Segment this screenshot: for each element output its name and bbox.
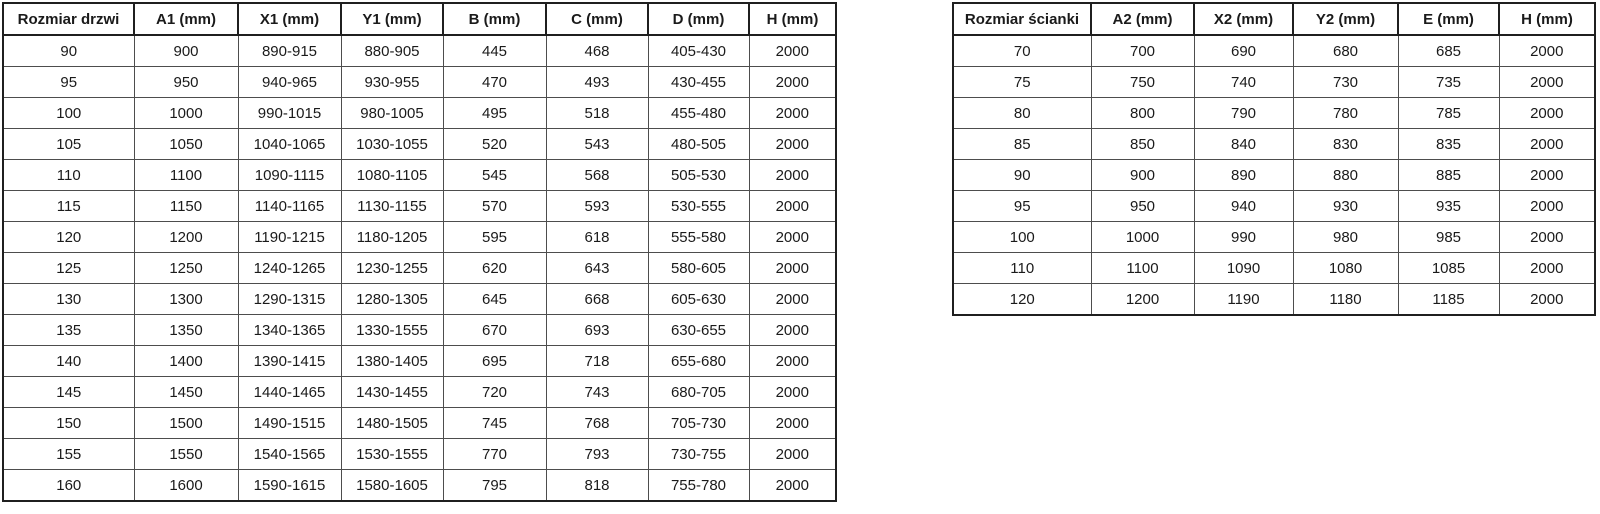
table-cell: 580-605 xyxy=(648,253,749,284)
table-cell: 2000 xyxy=(749,377,836,408)
table-cell: 693 xyxy=(546,315,648,346)
table-cell: 2000 xyxy=(749,191,836,222)
table-cell: 1040-1065 xyxy=(238,129,341,160)
table-cell: 950 xyxy=(1091,191,1194,222)
door-size-table-header xyxy=(3,3,836,35)
table-cell: 2000 xyxy=(749,439,836,470)
table-cell: 630-655 xyxy=(648,315,749,346)
header-row xyxy=(953,3,1595,35)
table-cell: 1240-1265 xyxy=(238,253,341,284)
table-cell: 2000 xyxy=(1499,253,1595,284)
table-row xyxy=(3,439,836,470)
table-cell: 750 xyxy=(1091,67,1194,98)
table-cell: 120 xyxy=(953,284,1091,316)
table-cell: 1450 xyxy=(134,377,238,408)
table-cell: 1130-1155 xyxy=(341,191,443,222)
table-cell: 785 xyxy=(1398,98,1499,129)
table-cell: 95 xyxy=(953,191,1091,222)
table-cell: 620 xyxy=(443,253,546,284)
table-cell: 880 xyxy=(1293,160,1398,191)
table-cell: 680-705 xyxy=(648,377,749,408)
table-cell: 770 xyxy=(443,439,546,470)
table-cell: 1100 xyxy=(1091,253,1194,284)
column-header: E (mm) xyxy=(1398,3,1499,35)
table-cell: 1600 xyxy=(134,470,238,502)
table-cell: 940 xyxy=(1194,191,1293,222)
table-cell: 1150 xyxy=(134,191,238,222)
table-cell: 545 xyxy=(443,160,546,191)
table-cell: 1380-1405 xyxy=(341,346,443,377)
table-cell: 930-955 xyxy=(341,67,443,98)
table-row xyxy=(953,284,1595,316)
table-cell: 618 xyxy=(546,222,648,253)
table-cell: 100 xyxy=(953,222,1091,253)
table-cell: 1280-1305 xyxy=(341,284,443,315)
table-cell: 800 xyxy=(1091,98,1194,129)
table-cell: 645 xyxy=(443,284,546,315)
table-cell: 850 xyxy=(1091,129,1194,160)
table-row xyxy=(953,35,1595,67)
door-size-table-body xyxy=(3,35,836,501)
table-cell: 75 xyxy=(953,67,1091,98)
table-cell: 1090-1115 xyxy=(238,160,341,191)
column-header: X2 (mm) xyxy=(1194,3,1293,35)
table-cell: 115 xyxy=(3,191,134,222)
table-cell: 985 xyxy=(1398,222,1499,253)
table-cell: 1050 xyxy=(134,129,238,160)
wall-size-table-header xyxy=(953,3,1595,35)
table-cell: 980 xyxy=(1293,222,1398,253)
table-cell: 2000 xyxy=(749,35,836,67)
table-cell: 2000 xyxy=(749,67,836,98)
table-cell: 1180 xyxy=(1293,284,1398,316)
table-cell: 1200 xyxy=(134,222,238,253)
table-cell: 555-580 xyxy=(648,222,749,253)
table-cell: 1000 xyxy=(134,98,238,129)
table-cell: 935 xyxy=(1398,191,1499,222)
table-row xyxy=(3,191,836,222)
table-cell: 2000 xyxy=(749,470,836,502)
table-cell: 795 xyxy=(443,470,546,502)
table-cell: 1180-1205 xyxy=(341,222,443,253)
column-header: Y2 (mm) xyxy=(1293,3,1398,35)
table-cell: 1440-1465 xyxy=(238,377,341,408)
table-cell: 655-680 xyxy=(648,346,749,377)
table-row xyxy=(3,222,836,253)
table-cell: 2000 xyxy=(1499,67,1595,98)
table-row xyxy=(953,222,1595,253)
table-cell: 1530-1555 xyxy=(341,439,443,470)
column-header: Y1 (mm) xyxy=(341,3,443,35)
table-cell: 140 xyxy=(3,346,134,377)
table-cell: 2000 xyxy=(1499,191,1595,222)
table-cell: 605-630 xyxy=(648,284,749,315)
table-cell: 670 xyxy=(443,315,546,346)
table-cell: 2000 xyxy=(749,98,836,129)
table-cell: 405-430 xyxy=(648,35,749,67)
table-row xyxy=(3,160,836,191)
table-cell: 2000 xyxy=(1499,284,1595,316)
table-cell: 2000 xyxy=(1499,35,1595,67)
table-cell: 90 xyxy=(953,160,1091,191)
table-cell: 455-480 xyxy=(648,98,749,129)
table-cell: 1190-1215 xyxy=(238,222,341,253)
table-row xyxy=(3,253,836,284)
table-row xyxy=(3,98,836,129)
table-cell: 1340-1365 xyxy=(238,315,341,346)
table-row xyxy=(3,35,836,67)
table-cell: 1580-1605 xyxy=(341,470,443,502)
table-row xyxy=(953,160,1595,191)
table-cell: 1030-1055 xyxy=(341,129,443,160)
table-cell: 2000 xyxy=(749,160,836,191)
table-row xyxy=(3,346,836,377)
table-cell: 95 xyxy=(3,67,134,98)
table-cell: 780 xyxy=(1293,98,1398,129)
column-header: B (mm) xyxy=(443,3,546,35)
table-cell: 155 xyxy=(3,439,134,470)
table-cell: 735 xyxy=(1398,67,1499,98)
table-cell: 90 xyxy=(3,35,134,67)
table-row xyxy=(3,315,836,346)
table-cell: 70 xyxy=(953,35,1091,67)
column-header: A2 (mm) xyxy=(1091,3,1194,35)
table-row xyxy=(3,284,836,315)
table-cell: 1100 xyxy=(134,160,238,191)
table-cell: 1550 xyxy=(134,439,238,470)
table-cell: 2000 xyxy=(749,346,836,377)
column-header: C (mm) xyxy=(546,3,648,35)
table-cell: 835 xyxy=(1398,129,1499,160)
table-cell: 1300 xyxy=(134,284,238,315)
table-cell: 990-1015 xyxy=(238,98,341,129)
table-cell: 818 xyxy=(546,470,648,502)
table-cell: 543 xyxy=(546,129,648,160)
table-cell: 930 xyxy=(1293,191,1398,222)
table-cell: 2000 xyxy=(1499,129,1595,160)
table-cell: 145 xyxy=(3,377,134,408)
table-cell: 80 xyxy=(953,98,1091,129)
table-row xyxy=(3,470,836,502)
table-cell: 493 xyxy=(546,67,648,98)
table-cell: 530-555 xyxy=(648,191,749,222)
table-cell: 1500 xyxy=(134,408,238,439)
table-cell: 685 xyxy=(1398,35,1499,67)
table-cell: 150 xyxy=(3,408,134,439)
table-row xyxy=(3,67,836,98)
table-cell: 700 xyxy=(1091,35,1194,67)
table-cell: 105 xyxy=(3,129,134,160)
table-cell: 885 xyxy=(1398,160,1499,191)
table-row xyxy=(3,377,836,408)
table-cell: 1350 xyxy=(134,315,238,346)
table-cell: 680 xyxy=(1293,35,1398,67)
table-cell: 1590-1615 xyxy=(238,470,341,502)
table-cell: 900 xyxy=(1091,160,1194,191)
table-cell: 120 xyxy=(3,222,134,253)
table-cell: 135 xyxy=(3,315,134,346)
table-cell: 130 xyxy=(3,284,134,315)
table-cell: 1190 xyxy=(1194,284,1293,316)
table-cell: 730 xyxy=(1293,67,1398,98)
table-cell: 1250 xyxy=(134,253,238,284)
table-cell: 890-915 xyxy=(238,35,341,67)
table-cell: 2000 xyxy=(1499,222,1595,253)
column-header: A1 (mm) xyxy=(134,3,238,35)
table-cell: 1540-1565 xyxy=(238,439,341,470)
table-cell: 643 xyxy=(546,253,648,284)
table-row xyxy=(3,129,836,160)
table-cell: 890 xyxy=(1194,160,1293,191)
table-cell: 2000 xyxy=(749,315,836,346)
table-row xyxy=(953,129,1595,160)
table-cell: 1090 xyxy=(1194,253,1293,284)
table-cell: 2000 xyxy=(749,408,836,439)
header-row xyxy=(3,3,836,35)
table-cell: 730-755 xyxy=(648,439,749,470)
table-cell: 480-505 xyxy=(648,129,749,160)
table-cell: 668 xyxy=(546,284,648,315)
table-cell: 1230-1255 xyxy=(341,253,443,284)
table-cell: 470 xyxy=(443,67,546,98)
table-cell: 505-530 xyxy=(648,160,749,191)
table-cell: 950 xyxy=(134,67,238,98)
table-cell: 790 xyxy=(1194,98,1293,129)
table-cell: 1000 xyxy=(1091,222,1194,253)
table-cell: 2000 xyxy=(749,284,836,315)
table-cell: 695 xyxy=(443,346,546,377)
table-cell: 2000 xyxy=(1499,160,1595,191)
table-cell: 430-455 xyxy=(648,67,749,98)
column-header: X1 (mm) xyxy=(238,3,341,35)
table-cell: 743 xyxy=(546,377,648,408)
table-cell: 595 xyxy=(443,222,546,253)
table-cell: 1400 xyxy=(134,346,238,377)
table-cell: 1490-1515 xyxy=(238,408,341,439)
table-cell: 720 xyxy=(443,377,546,408)
table-cell: 100 xyxy=(3,98,134,129)
table-cell: 1390-1415 xyxy=(238,346,341,377)
table-cell: 125 xyxy=(3,253,134,284)
table-cell: 1290-1315 xyxy=(238,284,341,315)
table-cell: 1330-1555 xyxy=(341,315,443,346)
table-row xyxy=(953,98,1595,129)
table-cell: 1140-1165 xyxy=(238,191,341,222)
column-header: H (mm) xyxy=(1499,3,1595,35)
table-cell: 1085 xyxy=(1398,253,1499,284)
table-cell: 768 xyxy=(546,408,648,439)
column-header: Rozmiar drzwi xyxy=(3,3,134,35)
table-cell: 793 xyxy=(546,439,648,470)
column-header: H (mm) xyxy=(749,3,836,35)
table-cell: 718 xyxy=(546,346,648,377)
table-cell: 1080-1105 xyxy=(341,160,443,191)
table-cell: 445 xyxy=(443,35,546,67)
table-cell: 705-730 xyxy=(648,408,749,439)
table-row xyxy=(953,253,1595,284)
table-cell: 495 xyxy=(443,98,546,129)
column-header: D (mm) xyxy=(648,3,749,35)
table-cell: 2000 xyxy=(1499,98,1595,129)
table-cell: 990 xyxy=(1194,222,1293,253)
table-cell: 1430-1455 xyxy=(341,377,443,408)
table-cell: 568 xyxy=(546,160,648,191)
table-cell: 468 xyxy=(546,35,648,67)
table-cell: 160 xyxy=(3,470,134,502)
table-cell: 518 xyxy=(546,98,648,129)
door-size-table xyxy=(2,2,837,502)
table-row xyxy=(953,67,1595,98)
table-cell: 2000 xyxy=(749,253,836,284)
table-cell: 1480-1505 xyxy=(341,408,443,439)
table-cell: 570 xyxy=(443,191,546,222)
table-cell: 2000 xyxy=(749,129,836,160)
table-cell: 1185 xyxy=(1398,284,1499,316)
table-cell: 1080 xyxy=(1293,253,1398,284)
table-cell: 1200 xyxy=(1091,284,1194,316)
table-cell: 830 xyxy=(1293,129,1398,160)
table-cell: 940-965 xyxy=(238,67,341,98)
table-cell: 745 xyxy=(443,408,546,439)
column-header: Rozmiar ścianki xyxy=(953,3,1091,35)
table-cell: 520 xyxy=(443,129,546,160)
table-cell: 840 xyxy=(1194,129,1293,160)
table-cell: 900 xyxy=(134,35,238,67)
table-cell: 690 xyxy=(1194,35,1293,67)
table-cell: 593 xyxy=(546,191,648,222)
table-cell: 980-1005 xyxy=(341,98,443,129)
wall-size-table xyxy=(952,2,1596,316)
table-cell: 2000 xyxy=(749,222,836,253)
table-cell: 110 xyxy=(953,253,1091,284)
wall-size-table-body xyxy=(953,35,1595,315)
table-cell: 110 xyxy=(3,160,134,191)
table-cell: 880-905 xyxy=(341,35,443,67)
table-cell: 755-780 xyxy=(648,470,749,502)
table-cell: 740 xyxy=(1194,67,1293,98)
table-cell: 85 xyxy=(953,129,1091,160)
table-row xyxy=(3,408,836,439)
table-row xyxy=(953,191,1595,222)
